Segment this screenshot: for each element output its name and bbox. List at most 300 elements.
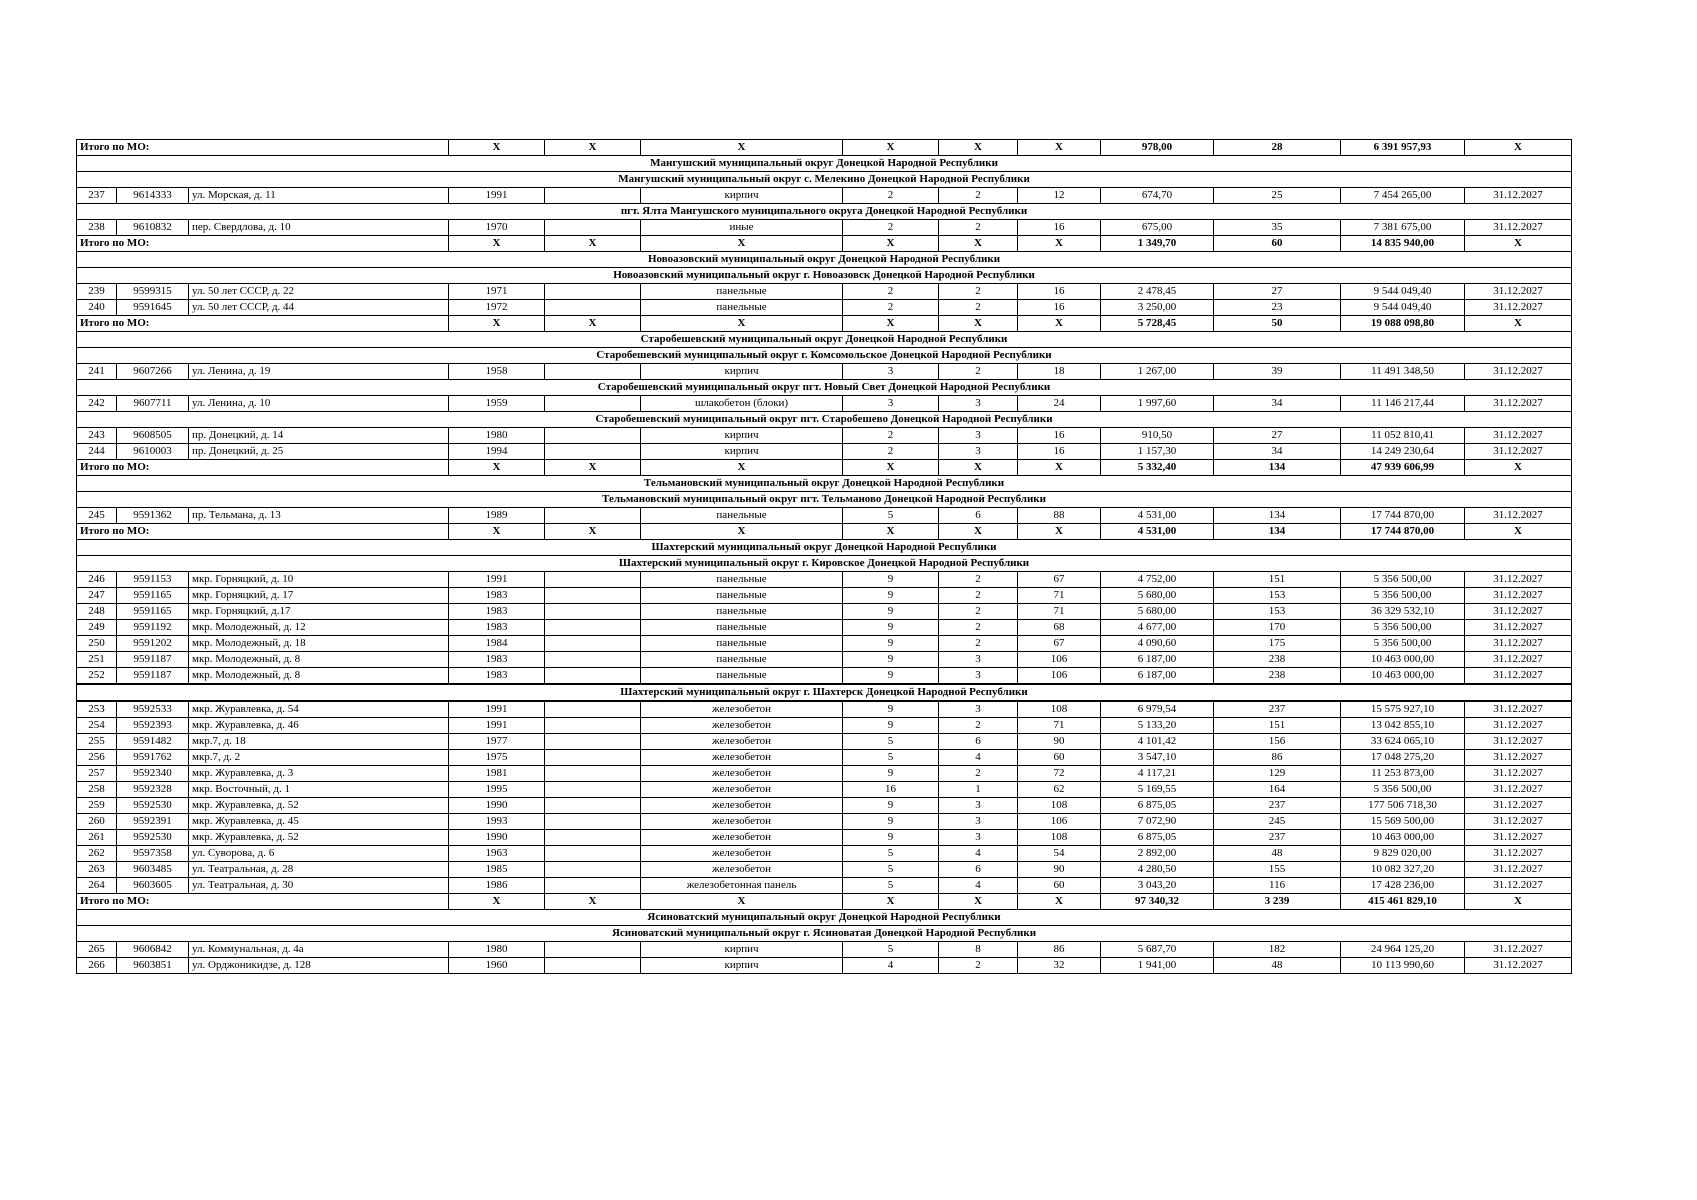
cell-residents: 153 (1214, 604, 1341, 620)
cell-year-built: 1971 (449, 284, 545, 300)
cell-residents: 155 (1214, 862, 1341, 878)
cell-year-renovated (545, 668, 641, 685)
cell-year-built: 1980 (449, 428, 545, 444)
cell-floors: 9 (843, 652, 939, 668)
cell-object-id: 9591762 (117, 750, 189, 766)
cell-wall-material: железобетон (641, 862, 843, 878)
cell-year-built: 1990 (449, 798, 545, 814)
cell-floors: 9 (843, 798, 939, 814)
table-row (77, 766, 1572, 782)
cell-address: ул. Ленина, д. 19 (189, 364, 449, 380)
cell-residents: 48 (1214, 846, 1341, 862)
table-row (77, 734, 1572, 750)
cell-area: 4 531,00 (1101, 508, 1214, 524)
cell-apartments: 88 (1018, 508, 1101, 524)
cell-row-number: 254 (77, 718, 117, 734)
section-header-text: Новоазовский муниципальный округ г. Новоазовск Донецкой Народной Республики (77, 268, 1572, 284)
cell-apartments: 24 (1018, 396, 1101, 412)
total-cell: X (449, 236, 545, 252)
cell-entrances: 6 (939, 862, 1018, 878)
cell-entrances: 3 (939, 444, 1018, 460)
cell-address: ул. 50 лет СССР, д. 44 (189, 300, 449, 316)
cell-floors: 9 (843, 620, 939, 636)
cell-entrances: 2 (939, 364, 1018, 380)
cell-entrances: 3 (939, 701, 1018, 718)
cell-object-id: 9591187 (117, 652, 189, 668)
cell-year-built: 1991 (449, 718, 545, 734)
cell-wall-material: панельные (641, 508, 843, 524)
cell-entrances: 2 (939, 284, 1018, 300)
cell-row-number: 266 (77, 958, 117, 974)
total-label: Итого по МО: (77, 236, 449, 252)
cell-year-built: 1995 (449, 782, 545, 798)
cell-cost: 15 569 500,00 (1341, 814, 1465, 830)
cell-address: мкр. Горняцкий, д. 17 (189, 588, 449, 604)
cell-year-built: 1972 (449, 300, 545, 316)
cell-object-id: 9591645 (117, 300, 189, 316)
cell-residents: 182 (1214, 942, 1341, 958)
cell-address: мкр.7, д. 2 (189, 750, 449, 766)
cell-floors: 9 (843, 572, 939, 588)
cell-row-number: 260 (77, 814, 117, 830)
total-row (77, 894, 1572, 910)
cell-wall-material: кирпич (641, 444, 843, 460)
cell-row-number: 240 (77, 300, 117, 316)
cell-year-renovated (545, 188, 641, 204)
cell-residents: 35 (1214, 220, 1341, 236)
total-cell: X (939, 460, 1018, 476)
cell-year-built: 1963 (449, 846, 545, 862)
cell-wall-material: железобетон (641, 718, 843, 734)
cell-cost: 33 624 065,10 (1341, 734, 1465, 750)
cell-floors: 5 (843, 942, 939, 958)
table-row (77, 862, 1572, 878)
cell-year-built: 1984 (449, 636, 545, 652)
cell-residents: 39 (1214, 364, 1341, 380)
cell-wall-material: панельные (641, 300, 843, 316)
total-cell: 17 744 870,00 (1341, 524, 1465, 540)
cell-object-id: 9591187 (117, 668, 189, 685)
cell-area: 4 280,50 (1101, 862, 1214, 878)
cell-residents: 237 (1214, 798, 1341, 814)
table-row (77, 508, 1572, 524)
cell-object-id: 9591165 (117, 588, 189, 604)
cell-floors: 2 (843, 220, 939, 236)
cell-wall-material: иные (641, 220, 843, 236)
table-row (77, 718, 1572, 734)
cell-area: 674,70 (1101, 188, 1214, 204)
cell-row-number: 249 (77, 620, 117, 636)
total-cell: X (843, 140, 939, 156)
table-row (77, 942, 1572, 958)
cell-area: 3 250,00 (1101, 300, 1214, 316)
cell-wall-material: панельные (641, 652, 843, 668)
table-row (77, 636, 1572, 652)
cell-deadline: 31.12.2027 (1465, 798, 1572, 814)
cell-address: ул. 50 лет СССР, д. 22 (189, 284, 449, 300)
table-row (77, 300, 1572, 316)
section-header-text: Шахтерский муниципальный округ г. Шахтерск Донецкой Народной Республики (77, 684, 1572, 701)
cell-area: 7 072,90 (1101, 814, 1214, 830)
cell-entrances: 6 (939, 734, 1018, 750)
cell-year-built: 1983 (449, 668, 545, 685)
cell-wall-material: кирпич (641, 942, 843, 958)
cell-object-id: 9591202 (117, 636, 189, 652)
total-cell: X (641, 236, 843, 252)
cell-area: 6 187,00 (1101, 652, 1214, 668)
cell-residents: 34 (1214, 444, 1341, 460)
cell-cost: 10 463 000,00 (1341, 830, 1465, 846)
section-header-row (77, 252, 1572, 268)
cell-row-number: 262 (77, 846, 117, 862)
section-header-text: Ясиноватский муниципальный округ г. Ясиноватая Донецкой Народной Республики (77, 926, 1572, 942)
section-header-text: Новоазовский муниципальный округ Донецкой Народной Республики (77, 252, 1572, 268)
cell-floors: 5 (843, 862, 939, 878)
cell-apartments: 108 (1018, 830, 1101, 846)
cell-area: 4 090,60 (1101, 636, 1214, 652)
cell-deadline: 31.12.2027 (1465, 846, 1572, 862)
total-cell: X (939, 140, 1018, 156)
cell-object-id: 9592393 (117, 718, 189, 734)
cell-floors: 9 (843, 766, 939, 782)
cell-deadline: 31.12.2027 (1465, 620, 1572, 636)
housing-register-table (76, 139, 1572, 974)
cell-floors: 9 (843, 636, 939, 652)
section-header-row (77, 348, 1572, 364)
cell-entrances: 2 (939, 636, 1018, 652)
total-cell: X (939, 316, 1018, 332)
total-label: Итого по МО: (77, 524, 449, 540)
cell-floors: 16 (843, 782, 939, 798)
cell-cost: 9 544 049,40 (1341, 284, 1465, 300)
cell-year-built: 1990 (449, 830, 545, 846)
cell-floors: 9 (843, 830, 939, 846)
cell-year-built: 1977 (449, 734, 545, 750)
total-label: Итого по МО: (77, 316, 449, 332)
table-row (77, 846, 1572, 862)
cell-year-renovated (545, 942, 641, 958)
total-cell: X (1465, 140, 1572, 156)
cell-year-built: 1983 (449, 620, 545, 636)
cell-row-number: 237 (77, 188, 117, 204)
cell-year-renovated (545, 782, 641, 798)
cell-row-number: 242 (77, 396, 117, 412)
cell-year-built: 1991 (449, 701, 545, 718)
cell-deadline: 31.12.2027 (1465, 782, 1572, 798)
cell-row-number: 241 (77, 364, 117, 380)
cell-year-built: 1983 (449, 604, 545, 620)
section-header-text: Шахтерский муниципальный округ Донецкой Народной Республики (77, 540, 1572, 556)
cell-row-number: 259 (77, 798, 117, 814)
table-row (77, 188, 1572, 204)
cell-year-renovated (545, 300, 641, 316)
cell-cost: 10 463 000,00 (1341, 652, 1465, 668)
total-row (77, 524, 1572, 540)
cell-row-number: 247 (77, 588, 117, 604)
cell-year-renovated (545, 364, 641, 380)
total-cell: 4 531,00 (1101, 524, 1214, 540)
total-cell: X (545, 236, 641, 252)
cell-year-built: 1991 (449, 188, 545, 204)
cell-apartments: 16 (1018, 284, 1101, 300)
cell-wall-material: кирпич (641, 428, 843, 444)
cell-row-number: 252 (77, 668, 117, 685)
cell-apartments: 106 (1018, 652, 1101, 668)
total-cell: X (939, 524, 1018, 540)
table-row (77, 364, 1572, 380)
cell-area: 910,50 (1101, 428, 1214, 444)
cell-entrances: 2 (939, 604, 1018, 620)
total-cell: X (1465, 524, 1572, 540)
section-header-text: Мангушский муниципальный округ с. Мелекино Донецкой Народной Республики (77, 172, 1572, 188)
section-header-text: Ясиноватский муниципальный округ Донецкой Народной Республики (77, 910, 1572, 926)
cell-residents: 27 (1214, 428, 1341, 444)
cell-year-renovated (545, 846, 641, 862)
total-cell: X (449, 140, 545, 156)
cell-apartments: 18 (1018, 364, 1101, 380)
cell-year-renovated (545, 862, 641, 878)
cell-floors: 5 (843, 750, 939, 766)
cell-residents: 245 (1214, 814, 1341, 830)
cell-cost: 177 506 718,30 (1341, 798, 1465, 814)
cell-entrances: 6 (939, 508, 1018, 524)
table-row (77, 750, 1572, 766)
cell-apartments: 71 (1018, 604, 1101, 620)
cell-year-built: 1993 (449, 814, 545, 830)
cell-row-number: 265 (77, 942, 117, 958)
cell-entrances: 2 (939, 766, 1018, 782)
table-row (77, 830, 1572, 846)
table-row (77, 878, 1572, 894)
total-cell: X (545, 316, 641, 332)
table-row (77, 588, 1572, 604)
cell-area: 5 169,55 (1101, 782, 1214, 798)
cell-year-renovated (545, 766, 641, 782)
cell-residents: 238 (1214, 668, 1341, 685)
total-cell: 19 088 098,80 (1341, 316, 1465, 332)
cell-year-built: 1980 (449, 942, 545, 958)
total-cell: X (545, 524, 641, 540)
section-header-text: Старобешевский муниципальный округ Донецкой Народной Республики (77, 332, 1572, 348)
cell-entrances: 2 (939, 300, 1018, 316)
table-body (77, 140, 1572, 974)
cell-deadline: 31.12.2027 (1465, 766, 1572, 782)
cell-floors: 5 (843, 846, 939, 862)
cell-year-renovated (545, 284, 641, 300)
cell-year-renovated (545, 652, 641, 668)
cell-deadline: 31.12.2027 (1465, 572, 1572, 588)
cell-apartments: 90 (1018, 734, 1101, 750)
cell-address: мкр. Молодежный, д. 8 (189, 652, 449, 668)
cell-wall-material: панельные (641, 636, 843, 652)
cell-year-renovated (545, 508, 641, 524)
cell-area: 5 680,00 (1101, 604, 1214, 620)
cell-residents: 23 (1214, 300, 1341, 316)
total-cell: X (1465, 316, 1572, 332)
cell-address: мкр. Журавлевка, д. 52 (189, 830, 449, 846)
cell-year-built: 1970 (449, 220, 545, 236)
cell-entrances: 2 (939, 572, 1018, 588)
section-header-row (77, 476, 1572, 492)
section-header-text: Старобешевский муниципальный округ пгт. Старобешево Донецкой Народной Республики (77, 412, 1572, 428)
cell-residents: 238 (1214, 652, 1341, 668)
cell-cost: 5 356 500,00 (1341, 636, 1465, 652)
cell-row-number: 257 (77, 766, 117, 782)
cell-wall-material: кирпич (641, 364, 843, 380)
section-header-row (77, 172, 1572, 188)
cell-wall-material: железобетон (641, 830, 843, 846)
cell-apartments: 16 (1018, 220, 1101, 236)
cell-wall-material: панельные (641, 284, 843, 300)
cell-year-renovated (545, 428, 641, 444)
cell-entrances: 2 (939, 588, 1018, 604)
cell-row-number: 239 (77, 284, 117, 300)
cell-deadline: 31.12.2027 (1465, 604, 1572, 620)
cell-year-built: 1986 (449, 878, 545, 894)
cell-year-built: 1983 (449, 588, 545, 604)
total-row (77, 236, 1572, 252)
cell-residents: 25 (1214, 188, 1341, 204)
table-row (77, 572, 1572, 588)
cell-apartments: 60 (1018, 750, 1101, 766)
cell-apartments: 12 (1018, 188, 1101, 204)
total-cell: X (641, 140, 843, 156)
cell-residents: 116 (1214, 878, 1341, 894)
cell-wall-material: железобетон (641, 750, 843, 766)
cell-floors: 3 (843, 396, 939, 412)
cell-floors: 3 (843, 364, 939, 380)
table-row (77, 701, 1572, 718)
cell-wall-material: панельные (641, 588, 843, 604)
cell-deadline: 31.12.2027 (1465, 588, 1572, 604)
cell-deadline: 31.12.2027 (1465, 284, 1572, 300)
cell-residents: 48 (1214, 958, 1341, 974)
cell-year-built: 1958 (449, 364, 545, 380)
cell-object-id: 9592530 (117, 830, 189, 846)
cell-entrances: 3 (939, 814, 1018, 830)
cell-object-id: 9608505 (117, 428, 189, 444)
table-row (77, 220, 1572, 236)
table-row (77, 782, 1572, 798)
cell-cost: 36 329 532,10 (1341, 604, 1465, 620)
total-cell: X (641, 460, 843, 476)
cell-year-renovated (545, 734, 641, 750)
cell-deadline: 31.12.2027 (1465, 701, 1572, 718)
cell-residents: 237 (1214, 701, 1341, 718)
cell-cost: 7 381 675,00 (1341, 220, 1465, 236)
cell-deadline: 31.12.2027 (1465, 958, 1572, 974)
cell-year-renovated (545, 701, 641, 718)
cell-year-renovated (545, 718, 641, 734)
cell-object-id: 9614333 (117, 188, 189, 204)
cell-wall-material: панельные (641, 620, 843, 636)
cell-object-id: 9592328 (117, 782, 189, 798)
cell-address: ул. Коммунальная, д. 4а (189, 942, 449, 958)
section-header-row (77, 556, 1572, 572)
cell-cost: 11 491 348,50 (1341, 364, 1465, 380)
cell-residents: 151 (1214, 718, 1341, 734)
cell-cost: 9 829 020,00 (1341, 846, 1465, 862)
cell-address: ул. Ленина, д. 10 (189, 396, 449, 412)
cell-deadline: 31.12.2027 (1465, 878, 1572, 894)
total-cell: X (1018, 894, 1101, 910)
cell-row-number: 245 (77, 508, 117, 524)
cell-floors: 4 (843, 958, 939, 974)
cell-area: 1 941,00 (1101, 958, 1214, 974)
cell-year-renovated (545, 830, 641, 846)
cell-floors: 2 (843, 284, 939, 300)
cell-entrances: 4 (939, 750, 1018, 766)
cell-cost: 10 463 000,00 (1341, 668, 1465, 685)
cell-wall-material: железобетон (641, 846, 843, 862)
cell-row-number: 246 (77, 572, 117, 588)
cell-row-number: 256 (77, 750, 117, 766)
cell-row-number: 261 (77, 830, 117, 846)
cell-floors: 9 (843, 701, 939, 718)
cell-deadline: 31.12.2027 (1465, 364, 1572, 380)
cell-deadline: 31.12.2027 (1465, 750, 1572, 766)
cell-entrances: 8 (939, 942, 1018, 958)
cell-address: пр. Донецкий, д. 14 (189, 428, 449, 444)
cell-year-renovated (545, 220, 641, 236)
cell-entrances: 4 (939, 846, 1018, 862)
cell-apartments: 86 (1018, 942, 1101, 958)
cell-area: 4 752,00 (1101, 572, 1214, 588)
cell-deadline: 31.12.2027 (1465, 718, 1572, 734)
cell-cost: 10 113 990,60 (1341, 958, 1465, 974)
cell-deadline: 31.12.2027 (1465, 396, 1572, 412)
total-cell: 3 239 (1214, 894, 1341, 910)
cell-entrances: 2 (939, 188, 1018, 204)
total-cell: X (843, 894, 939, 910)
cell-deadline: 31.12.2027 (1465, 220, 1572, 236)
cell-floors: 5 (843, 508, 939, 524)
cell-area: 1 267,00 (1101, 364, 1214, 380)
total-cell: X (939, 236, 1018, 252)
total-cell: X (1018, 460, 1101, 476)
cell-apartments: 16 (1018, 444, 1101, 460)
total-cell: X (1018, 236, 1101, 252)
cell-deadline: 31.12.2027 (1465, 814, 1572, 830)
cell-entrances: 3 (939, 830, 1018, 846)
cell-cost: 17 744 870,00 (1341, 508, 1465, 524)
cell-year-renovated (545, 814, 641, 830)
cell-entrances: 3 (939, 668, 1018, 685)
cell-floors: 9 (843, 604, 939, 620)
cell-object-id: 9603485 (117, 862, 189, 878)
cell-cost: 10 082 327,20 (1341, 862, 1465, 878)
total-cell: 28 (1214, 140, 1341, 156)
cell-address: ул. Театральная, д. 30 (189, 878, 449, 894)
cell-year-renovated (545, 798, 641, 814)
cell-apartments: 67 (1018, 636, 1101, 652)
cell-residents: 170 (1214, 620, 1341, 636)
cell-floors: 9 (843, 588, 939, 604)
cell-address: ул. Орджоникидзе, д. 128 (189, 958, 449, 974)
cell-residents: 27 (1214, 284, 1341, 300)
cell-row-number: 253 (77, 701, 117, 718)
cell-cost: 11 052 810,41 (1341, 428, 1465, 444)
cell-floors: 2 (843, 444, 939, 460)
cell-apartments: 54 (1018, 846, 1101, 862)
total-label: Итого по МО: (77, 894, 449, 910)
cell-entrances: 2 (939, 958, 1018, 974)
total-cell: X (449, 894, 545, 910)
cell-cost: 15 575 927,10 (1341, 701, 1465, 718)
cell-area: 6 187,00 (1101, 668, 1214, 685)
total-cell: X (843, 524, 939, 540)
cell-deadline: 31.12.2027 (1465, 734, 1572, 750)
